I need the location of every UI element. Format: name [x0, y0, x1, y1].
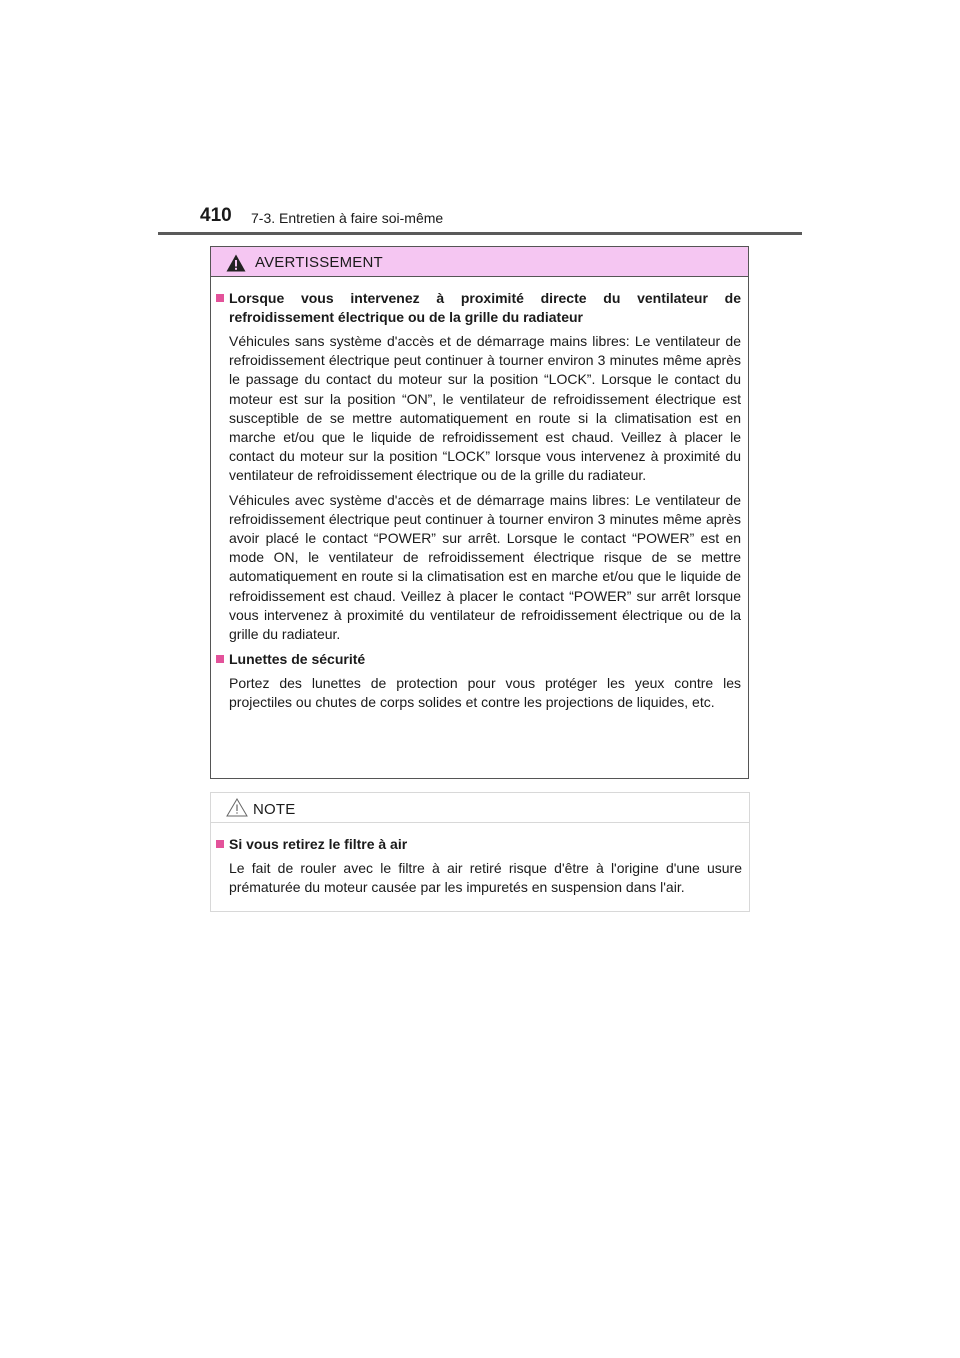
warning-box	[210, 246, 749, 779]
item-heading	[216, 289, 741, 327]
header-rule	[158, 232, 802, 235]
square-bullet-icon	[216, 655, 224, 663]
caution-outline-icon	[226, 798, 248, 817]
paragraph: Portez des lunettes de protection pour vous protéger les yeux contre les projectiles ou chutes de corps solides et contre les projections de liquides, etc.	[229, 675, 741, 711]
warning-header	[211, 247, 748, 277]
item-heading	[216, 835, 742, 854]
note-box	[210, 792, 750, 912]
square-bullet-icon	[216, 840, 224, 848]
warning-triangle-icon	[226, 254, 246, 272]
note-item	[216, 835, 742, 897]
paragraph: Véhicules sans système d'accès et de démarrage mains libres: Le ventilateur de refroidissement électrique peut continuer à tourner environ 3 minutes même après le passage du contact du moteur sur la position “LOCK”. Lorsque le contact du moteur est sur la position “ON”, le ventilateur de refroidissement électrique est susceptible de se mettre automatiquement en route si la climatisation est en marche et/ou que le liquide de refroidissement est chaud. Veillez à placer le contact du moteur sur la position “LOCK” lorsque vous intervenez à proximité du ventilateur de refroidissement électrique ou de la grille du radiateur.	[229, 333, 741, 484]
warning-item	[216, 289, 741, 644]
paragraph: Le fait de rouler avec le filtre à air retiré risque d'être à l'origine d'une usure prématurée du moteur causée par les impuretés en suspension dans l'air.	[229, 860, 742, 896]
note-body	[211, 823, 749, 897]
page-header	[158, 205, 802, 233]
item-heading	[216, 650, 741, 669]
warning-body	[211, 277, 748, 713]
warning-title: AVERTISSEMENT	[255, 254, 383, 271]
item-heading-text: Lorsque vous intervenez à proximité directe du ventilateur de refroidissement électrique ou de la grille du radiateur	[229, 290, 741, 325]
item-heading-text: Si vous retirez le filtre à air	[229, 836, 408, 852]
note-header	[211, 793, 749, 823]
warning-item	[216, 650, 741, 712]
item-heading-text: Lunettes de sécurité	[229, 651, 366, 668]
section-title: 7-3. Entretien à faire soi-même	[251, 210, 444, 226]
page-number: 410	[200, 205, 232, 226]
paragraph: Véhicules avec système d'accès et de démarrage mains libres: Le ventilateur de refroidissement électrique peut continuer à tourner environ 3 minutes même après avoir placé le contact “POWER” sur arrêt. Lorsque le contact “POWER” est en mode ON, le ventilateur de refroidissement électrique risque de se mettre automatiquement en route si la climatisation est en marche et/ou que le liquide de refroidissement est chaud. Veillez à placer le contact “POWER” sur arrêt lorsque vous intervenez à proximité du ventilateur de refroidissement électrique ou de la grille du radiateur.	[229, 491, 741, 643]
note-title: NOTE	[253, 801, 296, 818]
square-bullet-icon	[216, 294, 224, 302]
